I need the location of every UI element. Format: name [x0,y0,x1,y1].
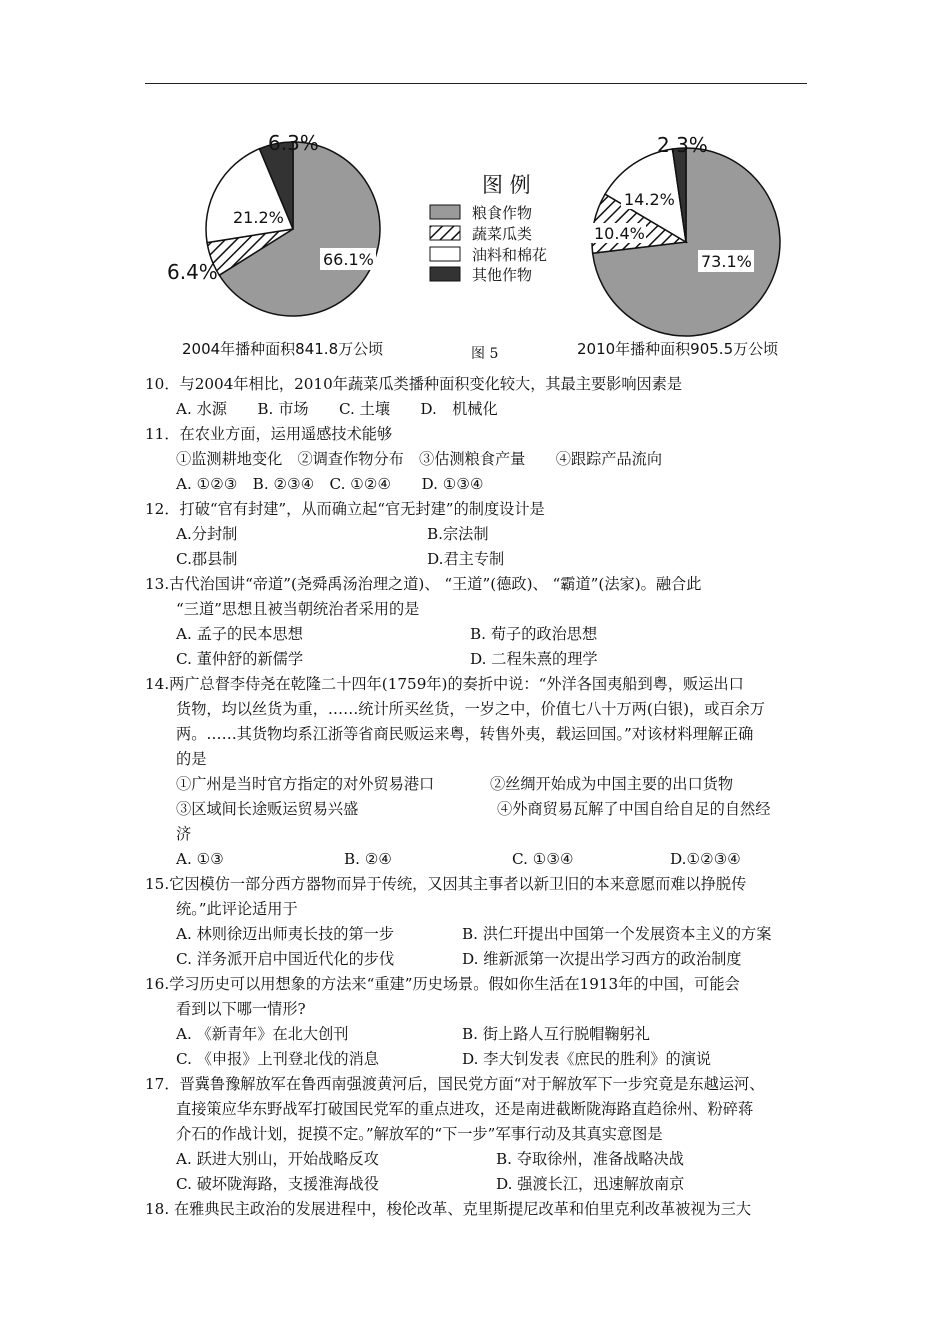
q15-option-b: B. 洪仁玕提出中国第一个发展资本主义的方案 [462,925,772,943]
q16-stem-line1: 16.学习历史可以用想象的方法来“重建”历史场景。假如你生活在1913年的中国，可能会 [145,975,740,993]
q11-items: ①监测耕地变化 ②调查作物分布 ③估测粮食产量 ④跟踪产品流向 [176,450,662,468]
q14-option-b: B. ②④ [344,850,393,868]
q14-option-c: C. ①③④ [512,850,574,868]
figure-5 [0,0,950,370]
q17-stem-line1: 17．晋冀鲁豫解放军在鲁西南强渡黄河后，国民党方面“对于解放军下一步究竟是东越运河、 [145,1075,765,1093]
pie2-label-oil: 14.2% [624,190,675,209]
legend-swatch-grain [430,205,460,219]
pie2-label-other: 2.3% [657,133,708,157]
legend-label-oil: 油料和棉花 [472,246,548,264]
q18-stem-line1: 18. 在雅典民主政治的发展进程中，梭伦改革、克里斯提尼改革和伯里克利改革被视为三大 [145,1200,752,1218]
q14-stem-line2: 货物，均以丝货为重，……统计所买丝货，一岁之中，价值七八十万两(白银)，或百余万 [176,700,765,718]
q17-stem-line3: 介石的作战计划，捉摸不定。”解放军的“下一步”军事行动及其真实意图是 [176,1125,663,1143]
q16-option-a: A. 《新青年》在北大创刊 [176,1025,349,1043]
q14-option-a: A. ①③ [176,850,224,868]
pie2-label-veg: 10.4% [594,224,645,243]
q14-option-d: D.①②③④ [670,850,741,868]
q10-stem: 10．与2004年相比，2010年蔬菜瓜类播种面积变化较大，其最主要影响因素是 [145,375,683,393]
q15-option-d: D. 维新派第一次提出学习西方的政治制度 [462,950,742,968]
q13-stem-line2: “三道”思想且被当朝统治者采用的是 [176,600,420,618]
q14-stem-line1: 14.两广总督李侍尧在乾隆二十四年(1759年)的奏折中说：“外洋各国夷船到粤，贩运出口 [145,675,744,693]
q17-stem-line2: 直接策应华东野战军打破国民党军的重点进攻，还是南进截断陇海路直趋徐州、粉碎蒋 [176,1100,754,1118]
q11-stem: 11．在农业方面，运用遥感技术能够 [145,425,393,443]
legend-label-grain: 粮食作物 [472,204,533,222]
q14-item-3: ③区域间长途贩运贸易兴盛 [176,800,359,818]
q13-option-b: B. 荀子的政治思想 [470,625,598,643]
q13-option-c: C. 董仲舒的新儒学 [176,650,304,668]
q14-item-4a: ④外商贸易瓦解了中国自给自足的自然经 [497,800,771,818]
legend-swatch-veg [430,226,460,240]
q12-stem: 12．打破“官有封建”，从而确立起“官无封建”的制度设计是 [145,500,545,518]
q16-stem-line2: 看到以下哪一情形? [176,1000,306,1018]
q17-option-a: A. 跃进大别山，开始战略反攻 [176,1150,379,1168]
q13-option-d: D. 二程朱熹的理学 [470,650,598,668]
q16-option-d: D. 李大钊发表《庶民的胜利》的演说 [462,1050,712,1068]
pie1-label-other: 6.3% [268,131,319,155]
pie1-label-grain: 66.1% [323,250,374,269]
pie1-label-oil: 21.2% [233,208,284,227]
pie1-title: 2004年播种面积841.8万公顷 [182,340,384,358]
legend-title: 图 例 [482,173,531,197]
legend-label-veg: 蔬菜瓜类 [472,225,533,243]
legend-swatch-oil [430,247,460,261]
q16-option-c: C. 《申报》上刊登北伐的消息 [176,1050,379,1068]
pie1-label-veg: 6.4% [167,260,218,284]
q12-option-a: A.分封制 [176,525,238,543]
q15-option-a: A. 林则徐迈出师夷长技的第一步 [176,925,395,943]
pie-chart-2004 [206,142,380,316]
q12-option-d: D.君主专制 [427,550,505,568]
q14-item-4b: 济 [176,825,192,843]
legend-swatch-other [430,267,460,281]
legend-label-other: 其他作物 [472,266,533,284]
q15-stem-line1: 15.它因模仿一部分西方器物而异于传统，又因其主事者以新卫旧的本来意愿而难以挣脱传 [145,875,747,893]
q14-item-2: ②丝绸开始成为中国主要的出口货物 [490,775,733,793]
pie2-label-grain: 73.1% [701,252,752,271]
q17-option-b: B. 夺取徐州，准备战略决战 [496,1150,684,1168]
q13-option-a: A. 孟子的民本思想 [176,625,303,643]
q15-stem-line2: 统。”此评论适用于 [176,900,298,918]
q14-item-1: ①广州是当时官方指定的对外贸易港口 [176,775,435,793]
q14-stem-line4: 的是 [176,750,207,768]
q12-option-b: B.宗法制 [427,525,489,543]
q11-options: A. ①②③ B. ②③④ C. ①②④ D. ①③④ [176,475,484,493]
q15-option-c: C. 洋务派开启中国近代化的步伐 [176,950,395,968]
q17-option-c: C. 破坏陇海路，支援淮海战役 [176,1175,379,1193]
pie2-title: 2010年播种面积905.5万公顷 [577,340,779,358]
figure-label: 图 5 [471,346,499,362]
q17-option-d: D. 强渡长江，迅速解放南京 [496,1175,685,1193]
q14-stem-line3: 两。……其货物均系江浙等省商民贩运来粤，转售外夷，载运回国。”对该材料理解正确 [176,725,754,743]
q12-option-c: C.郡县制 [176,550,238,568]
q16-option-b: B. 街上路人互行脱帽鞠躬礼 [462,1025,650,1043]
q13-stem-line1: 13.古代治国讲“帝道”(尧舜禹汤治理之道)、 “王道”(德政)、 “霸道”(法家)。融合此 [145,575,702,593]
q10-options: A. 水源 B. 市场 C. 土壤 D. 机械化 [176,400,498,418]
